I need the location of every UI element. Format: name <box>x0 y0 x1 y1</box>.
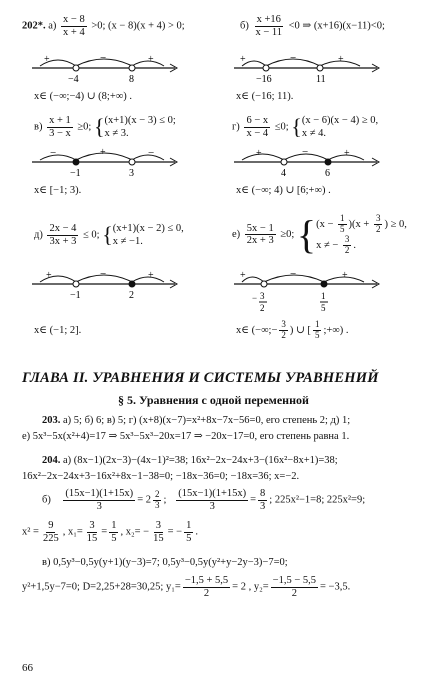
problem-203-line2: е) 5x³−5x(x²+4)=17 ⇒ 5x³−5x³−20x=17 ⇒ −20x−17=0, его степень равна 1. <box>22 431 350 442</box>
fraction: $\frac{x +16}{x - 11}$ <box>255 14 283 38</box>
system: (x − $\frac{1}{5}$ )(x + $\frac{3}{2}$ ) ≥ 0, x ≠ − $\frac{3}{2}$ . <box>316 213 407 255</box>
problem-202v <box>34 114 176 140</box>
problem-202b <box>240 14 385 38</box>
sign: + <box>342 270 348 281</box>
sign: + <box>344 148 350 159</box>
tick-label: −1 <box>70 290 81 301</box>
sign: + <box>338 54 344 65</box>
fraction: $\frac{2x - 4}{3x + 3}$ <box>49 223 77 247</box>
tick-label: 4 <box>281 168 286 179</box>
problem-204b: б) $\frac{(15x-1)(1+15x)}{3}$ = 2 $\frac{2}{3}$ ; $\frac{(15x-1)(1+15x)}{3}$ = $\frac{8}{3}$ ; 225x²−1=8; 225x²=9; <box>42 488 366 512</box>
answer-a: x∈ (−∞;−4) ∪ (8;+∞) . <box>34 91 133 102</box>
tick-label: 1 <box>321 291 326 301</box>
answer-g: x∈ (−∞; 4) ∪ [6;+∞) . <box>236 185 331 196</box>
page-number: 66 <box>22 662 33 674</box>
sign: + <box>100 147 106 158</box>
problem-202a <box>22 14 185 38</box>
answer-v: x∈ [−1; 3). <box>34 185 82 196</box>
problem-202g <box>232 114 378 140</box>
problem-204v-line1: в) 0,5y³−0,5y(y+1)(y−3)=7; 0,5y³−0,5y(y²+y−2y−3)−7=0; <box>42 557 288 568</box>
item-label: б) <box>240 20 249 32</box>
tick-label: −16 <box>256 74 272 85</box>
tick-label: 2 <box>260 303 265 313</box>
fraction: $\frac{x - 8}{x + 4}$ <box>63 14 85 38</box>
inequality-text: ≤0; <box>274 121 289 133</box>
tick-label: 3 <box>260 291 265 301</box>
problem-number: 204. <box>42 455 61 466</box>
inequality-text: <0 ⇒ (x+16)(x−11)<0; <box>288 20 385 32</box>
problem-number: 203. <box>42 415 61 426</box>
tick-label: −1 <box>70 168 81 179</box>
tick-label: 5 <box>321 303 326 313</box>
item-label: а) <box>48 20 57 32</box>
open-point <box>129 65 135 71</box>
system: (x+1)(x − 2) ≤ 0, x ≠ −1. <box>112 223 184 248</box>
tick-label: 3 <box>129 168 134 179</box>
sign: + <box>240 270 246 281</box>
filled-point <box>325 159 331 165</box>
open-point <box>129 159 135 165</box>
answer-b: x∈ (−16; 11). <box>236 91 294 102</box>
problem-number: 202*. <box>22 20 46 32</box>
system: (x+1)(x − 3) ≤ 0; x ≠ 3. <box>104 115 176 140</box>
tick-sign: − <box>252 293 258 303</box>
answer-d: x∈ (−1; 2]. <box>34 325 82 336</box>
open-point <box>73 281 79 287</box>
fraction: $\frac{5x - 1}{2x + 3}$ <box>246 222 274 247</box>
item-label: в) <box>34 121 43 133</box>
fraction: $\frac{6 - x}{x - 4}$ <box>246 115 269 139</box>
tick-label: 6 <box>325 168 330 179</box>
sign: − <box>100 52 107 64</box>
sign: − <box>290 268 297 280</box>
open-point <box>261 281 267 287</box>
tick-label: 8 <box>129 74 134 85</box>
number-line-e <box>232 268 382 324</box>
inequality-text: ≥0; <box>77 121 92 133</box>
sign: − <box>148 147 155 159</box>
problem-204-line1 <box>42 456 338 467</box>
sign: + <box>240 54 246 65</box>
sign: + <box>148 54 154 65</box>
inequality-text: ≥0; <box>280 229 295 241</box>
tick-label: 11 <box>316 74 326 85</box>
sign: + <box>46 270 52 281</box>
system-brace: { <box>93 114 105 140</box>
number-line-b <box>232 52 382 92</box>
item-label: б) <box>42 494 51 506</box>
number-line-g <box>232 146 382 186</box>
problem-204-line2: 16x²−2x−24x+3−16x²+8x−1−38=0; −18x−36=0; −18x=36; x=−2. <box>22 471 300 482</box>
sign: − <box>50 147 57 159</box>
system-brace: { <box>296 211 317 257</box>
open-point <box>73 65 79 71</box>
tick-label: −4 <box>68 74 79 85</box>
answer-e: x∈ (−∞;− $\frac{3}{2}$ ) ∪ [ $\frac{1}{5}$ ;+∞) . <box>236 319 349 340</box>
system-brace: { <box>102 222 113 248</box>
number-line-v <box>30 146 180 186</box>
sign: + <box>256 148 262 159</box>
fraction: $\frac{x + 1}{3 - x}$ <box>49 115 71 139</box>
problem-202e <box>232 211 407 257</box>
system: (x − 6)(x − 4) ≥ 0, x ≠ 4. <box>301 115 379 140</box>
sign: − <box>302 146 309 158</box>
item-label: д) <box>34 229 43 241</box>
problem-204b-roots: x² = $\frac{9}{225}$ , x₁= $\frac{3}{15}$ = $\frac{1}{5}$ , x₂= − $\frac{3}{15}$ = − $\frac{1}{5}$ . <box>22 520 198 544</box>
problem-202d <box>34 222 184 248</box>
number-line-d <box>30 268 180 308</box>
text-line: а) (8x−1)(2x−3)−(4x−1)²=38; 16x²−2x−24x+3−(16x²−8x+1)=38; <box>63 455 338 466</box>
sign: − <box>290 52 297 64</box>
filled-point <box>129 281 135 287</box>
number-line-a <box>30 52 180 92</box>
tick-label: 2 <box>129 290 134 301</box>
sign: − <box>100 268 107 280</box>
inequality-text: >0; (x − 8)(x + 4) > 0; <box>91 20 185 32</box>
system-brace: { <box>291 114 302 140</box>
chapter-title: ГЛАВА II. УРАВНЕНИЯ И СИСТЕМЫ УРАВНЕНИЙ <box>22 370 379 386</box>
sign: + <box>44 54 50 65</box>
sign: + <box>148 270 154 281</box>
open-point <box>317 65 323 71</box>
item-label: г) <box>232 121 240 133</box>
open-point <box>263 65 269 71</box>
filled-point <box>321 281 327 287</box>
problem-204v-line2: y²+1,5y−7=0; D=2,25+28=30,25; y₁= $\frac{-1,5 + 5,5}{2}$ = 2 , y₂= $\frac{-1,5 - 5,5}{2}$ = −3,5. <box>22 575 351 599</box>
item-label: е) <box>232 229 241 241</box>
open-point <box>281 159 287 165</box>
problem-203-line1 <box>42 416 350 427</box>
inequality-text: ≤ 0; <box>83 229 100 241</box>
text-line: а) 5; б) 6; в) 5; г) (x+8)(x−7)=x²+8x−7x−56=0, его степень 2; д) 1; <box>63 415 351 426</box>
section-title: § 5. Уравнения с одной переменной <box>118 393 309 407</box>
filled-point <box>73 159 79 165</box>
